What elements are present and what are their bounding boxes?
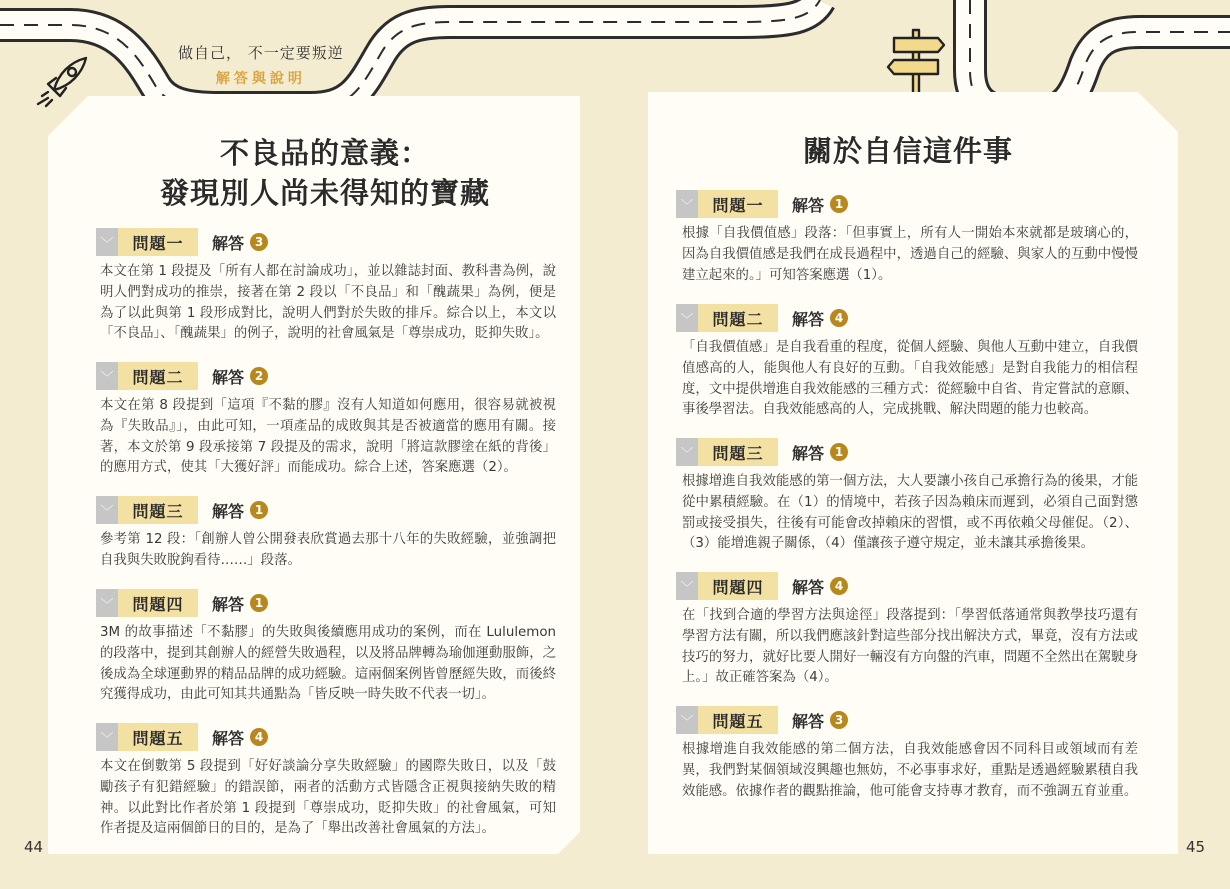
chevron-down-icon: ﹀: [676, 438, 698, 466]
question-heading: [96, 228, 268, 256]
signpost-icon: [884, 28, 948, 100]
chevron-down-icon: ﹀: [96, 496, 118, 524]
page-number-left: 44: [24, 838, 44, 856]
question-label: 問題四: [118, 589, 198, 617]
right-section-title: 關於自信這件事: [802, 134, 1013, 168]
answer-explanation: 在「找到合適的學習方法與途徑」段落提到：「學習低落通常與教學技巧還有學習方法有關，所以我們應該針對這些部分找出解決方式，畢竟，沒有方法或技巧的努力，就好比要人開好一輛沒有方向盤的汽車，問題不全然出在駕駛身上。」故正確答案為（4）。: [682, 608, 1138, 686]
answer-label: 解答 1: [212, 499, 268, 522]
question-label: 問題一: [118, 228, 198, 256]
question-label: 問題三: [698, 438, 778, 466]
answer-number: 1: [250, 501, 268, 519]
answer-label: 解答 4: [792, 307, 848, 330]
question-label: 問題五: [698, 706, 778, 734]
left-section-title: [100, 133, 550, 213]
answer-label: 解答 4: [792, 575, 848, 598]
question-heading: [676, 438, 848, 466]
answer-label: 解答 1: [212, 592, 268, 615]
question-heading: [676, 572, 848, 600]
answer-number: 3: [830, 711, 848, 729]
answer-explanation: 本文在第 8 段提到「這項『不黏的膠』沒有人知道如何應用，很容易就被視為『失敗品』」，由此可知，一項產品的成敗與其是否被適當的應用有關。接著，本文於第 9 段承接第 7 段提及的需求，說明「將這款膠塗在紙的背後」的應用方式，使其「大獲好評」而能成功。綜合上述，答案應選（2）。: [100, 398, 556, 476]
question-label: 問題二: [118, 362, 198, 390]
question-label: 問題三: [118, 496, 198, 524]
answer-label: 解答 3: [792, 709, 848, 732]
question-heading: [676, 190, 848, 218]
chevron-down-icon: ﹀: [96, 228, 118, 256]
question-label: 問題四: [698, 572, 778, 600]
question-label: 問題五: [118, 723, 198, 751]
question-heading: [96, 589, 268, 617]
answer-number: 2: [250, 367, 268, 385]
question-heading: [96, 362, 268, 390]
answer-explanation: 參考第 12 段：「創辦人曾公開發表欣賞過去那十八年的失敗經驗，並強調把自我與失敗脫鉤看待……」段落。: [100, 532, 556, 568]
answer-explanation: 根據「自我價值感」段落：「但事實上，所有人一開始本來就都是玻璃心的，因為自我價值感是我們在成長過程中，透過自己的經驗、與家人的互動中慢慢建立起來的。」可知答案應選（1）。: [682, 226, 1138, 283]
answer-explanation: 本文在倒數第 5 段提到「好好談論分享失敗經驗」的國際失敗日，以及「鼓勵孩子有犯錯經驗」的錯誤節，兩者的活動方式皆隱含正視與接納失敗的精神。以此對比作者於第 1 段提到「尊崇成功，貶抑失敗」的社會風氣，可知作者提及這兩個節日的目的，是為了「舉出改善社會風氣的方法」。: [100, 759, 556, 837]
question-heading: [676, 304, 848, 332]
chevron-down-icon: ﹀: [676, 304, 698, 332]
answer-explanation: 根據增進自我效能感的第二個方法，自我效能感會因不同科目或領域而有差異，我們對某個領域沒興趣也無妨，不必事事求好，重點是透過經驗累積自我效能感。依據作者的觀點推論，他可能會支持專才教育，而不強調五育並重。: [682, 742, 1138, 799]
answer-number: 1: [830, 195, 848, 213]
answer-explanation: 本文在第 1 段提及「所有人都在討論成功」，並以雜誌封面、教科書為例，說明人們對成功的推崇，接著在第 2 段以「不良品」和「醜蔬果」為例，便是為了以此與第 1 段形成對比，說明人們對於失敗的排斥。綜合以上，本文以「不良品」、「醜蔬果」的例子，說明的社會風氣是「尊崇成功，貶抑失敗」。: [100, 264, 556, 342]
answer-explanation: 3M 的故事描述「不黏膠」的失敗與後續應用成功的案例，而在 Lululemon 的段落中，提到其創辦人的經營失敗過程，以及將品牌轉為瑜伽運動服飾，之後成為全球運動界的精品品牌的成功經驗。這兩個案例皆曾歷經失敗，而後終究獲得成功，由此可知其共通點為「皆反映一時失敗不代表一切」。: [100, 625, 556, 703]
answer-explanation: 「自我價值感」是自我看重的程度，從個人經驗、與他人互動中建立，自我價值感高的人，能與他人有良好的互動。「自我效能感」是對自我能力的相信程度，文中提供增進自我效能感的三種方式：從經驗中自省、肯定嘗試的意願、事後學習法。自我效能感高的人，完成挑戰、解決問題的能力也較高。: [682, 340, 1138, 418]
left-title-line2: 發現別人尚未得知的寶藏: [159, 176, 490, 210]
answer-label: 解答 4: [212, 726, 268, 749]
chevron-down-icon: ﹀: [676, 706, 698, 734]
answer-number: 1: [830, 443, 848, 461]
question-heading: [96, 723, 268, 751]
answer-label: 解答 2: [212, 365, 268, 388]
chapter-title: 做自己， 不一定要叛逆: [178, 44, 344, 62]
chevron-down-icon: ﹀: [676, 190, 698, 218]
answer-number: 3: [250, 233, 268, 251]
chevron-down-icon: ﹀: [676, 572, 698, 600]
chapter-header: [178, 42, 344, 88]
answer-number: 1: [250, 594, 268, 612]
question-label: 問題二: [698, 304, 778, 332]
answer-number: 4: [250, 728, 268, 746]
chevron-down-icon: ﹀: [96, 362, 118, 390]
chevron-down-icon: ﹀: [96, 723, 118, 751]
answer-explanation: 根據增進自我效能感的第一個方法，大人要讓小孩自己承擔行為的後果，才能從中累積經驗。在（1）的情境中，若孩子因為賴床而遲到，必須自己面對懲罰或接受損失，往後有可能會改掉賴床的習慣，或不再依賴父母催促。（2）、（3）能增進親子關係，（4）僅讓孩子遵守規定，並未讓其承擔後果。: [682, 474, 1138, 552]
left-title-line1: 不良品的意義：: [219, 136, 430, 170]
chevron-down-icon: ﹀: [96, 589, 118, 617]
question-heading: [676, 706, 848, 734]
chapter-subtitle: 解答與說明: [215, 71, 306, 87]
answer-label: 解答 3: [212, 231, 268, 254]
answer-label: 解答 1: [792, 193, 848, 216]
question-label: 問題一: [698, 190, 778, 218]
answer-number: 4: [830, 309, 848, 327]
answer-number: 4: [830, 577, 848, 595]
question-heading: [96, 496, 268, 524]
answer-label: 解答 1: [792, 441, 848, 464]
page-number-right: 45: [1186, 838, 1206, 856]
